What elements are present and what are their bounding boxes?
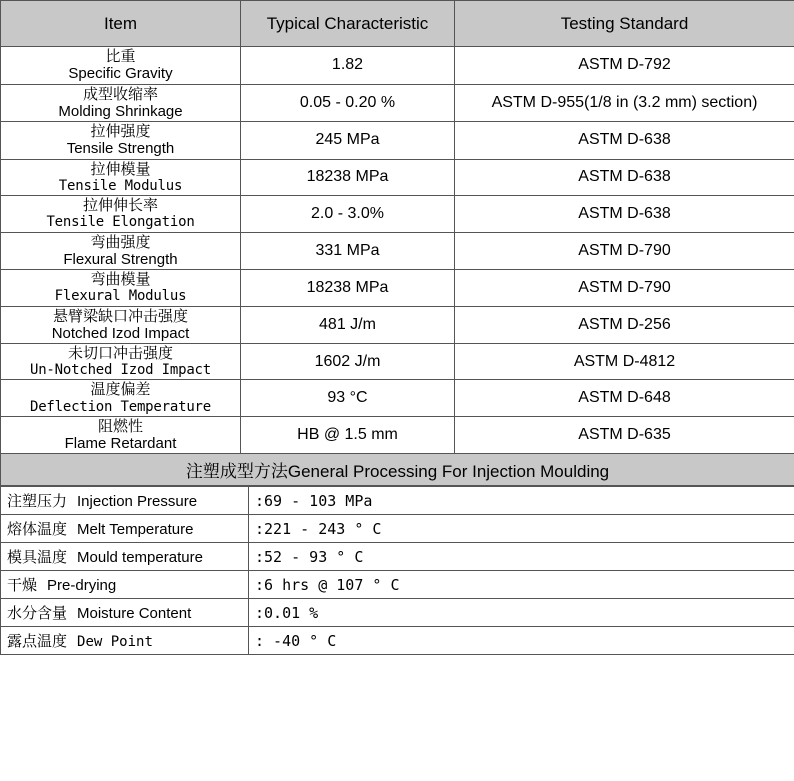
characteristic-value: 18238 MPa [241, 270, 455, 306]
characteristic-value: 2.0 - 3.0% [241, 196, 455, 232]
testing-standard-value: ASTM D-792 [455, 47, 794, 85]
processing-label-en: Mould temperature [77, 549, 203, 567]
processing-label [1, 599, 249, 627]
item-cell [1, 232, 241, 270]
item-label-cn: 温度偏差 [90, 380, 151, 399]
item-label-en: Flexural Strength [63, 250, 178, 268]
testing-standard-value: ASTM D-256 [455, 306, 794, 344]
section-title-cn: 注塑成型方法 [185, 462, 288, 483]
item-label-en: Deflection Temperature [29, 398, 212, 415]
item-cell [1, 270, 241, 306]
table-row [1, 270, 794, 306]
item-label-en: Molding Shrinkage [58, 102, 183, 120]
testing-standard-value: ASTM D-638 [455, 196, 794, 232]
item-cell [1, 416, 241, 454]
testing-standard-value: ASTM D-648 [455, 380, 794, 416]
processing-row [1, 571, 794, 599]
item-label-cn: 拉伸模量 [90, 159, 151, 178]
processing-row [1, 599, 794, 627]
item-label-cn: 阻燃性 [97, 416, 143, 435]
item-label-en: Specific Gravity [68, 65, 173, 83]
item-cell [1, 196, 241, 232]
processing-label [1, 627, 249, 655]
processing-label-cn: 模具温度 [7, 548, 68, 567]
testing-standard-value: ASTM D-4812 [455, 344, 794, 380]
processing-label-en: Pre-drying [47, 577, 117, 595]
processing-row [1, 487, 794, 515]
section-title-row [1, 454, 794, 486]
testing-standard-value: ASTM D-635 [455, 416, 794, 454]
item-label-en: Flame Retardant [64, 435, 177, 453]
processing-label-cn: 水分含量 [7, 604, 68, 623]
item-label-cn: 悬臂梁缺口冲击强度 [52, 306, 188, 325]
section-title [1, 454, 794, 486]
processing-label-en: Melt Temperature [77, 521, 194, 539]
processing-row [1, 543, 794, 571]
item-label-en: Flexural Modulus [54, 288, 187, 305]
processing-value: :0.01 % [249, 599, 794, 627]
item-label-cn: 弯曲模量 [90, 270, 151, 289]
processing-label [1, 571, 249, 599]
characteristic-value: 245 MPa [241, 122, 455, 160]
processing-value: :6 hrs @ 107 ° C [249, 571, 794, 599]
characteristic-value: HB @ 1.5 mm [241, 416, 455, 454]
item-label-cn: 拉伸强度 [90, 122, 151, 141]
item-cell [1, 159, 241, 195]
testing-standard-value: ASTM D-790 [455, 232, 794, 270]
table-row [1, 84, 794, 122]
testing-standard-value: ASTM D-638 [455, 159, 794, 195]
testing-standard-value: ASTM D-790 [455, 270, 794, 306]
item-label-en: Tensile Modulus [58, 178, 183, 195]
processing-row [1, 627, 794, 655]
characteristic-value: 93 °C [241, 380, 455, 416]
processing-label-cn: 熔体温度 [7, 520, 68, 539]
processing-value: :69 - 103 MPa [249, 487, 794, 515]
item-cell [1, 84, 241, 122]
characteristic-value: 0.05 - 0.20 % [241, 84, 455, 122]
table-row [1, 306, 794, 344]
processing-value: : -40 ° C [249, 627, 794, 655]
item-label-en: Tensile Elongation [46, 214, 195, 231]
item-label-cn: 未切口冲击强度 [67, 344, 173, 363]
section-title-en: General Processing For Injection Moulding [287, 462, 610, 482]
table-row [1, 380, 794, 416]
item-label-cn: 拉伸伸长率 [82, 196, 158, 215]
characteristic-value: 18238 MPa [241, 159, 455, 195]
processing-table [0, 486, 794, 655]
characteristic-value: 481 J/m [241, 306, 455, 344]
processing-label-cn: 露点温度 [7, 632, 68, 651]
table-row [1, 196, 794, 232]
table-row [1, 232, 794, 270]
table-row [1, 122, 794, 160]
item-cell [1, 47, 241, 85]
item-cell [1, 122, 241, 160]
column-header-standard: Testing Standard [455, 1, 794, 47]
processing-row [1, 515, 794, 543]
column-header-characteristic: Typical Characteristic [241, 1, 455, 47]
processing-label-en: Dew Point [77, 634, 153, 651]
item-cell [1, 306, 241, 344]
processing-value: :52 - 93 ° C [249, 543, 794, 571]
item-label-en: Tensile Strength [66, 140, 175, 158]
item-label-en: Un-Notched Izod Impact [29, 362, 212, 379]
processing-label [1, 487, 249, 515]
item-label-en: Notched Izod Impact [51, 324, 190, 342]
characteristic-value: 1602 J/m [241, 344, 455, 380]
table-row [1, 344, 794, 380]
table-header-row [1, 1, 794, 47]
item-label-cn: 弯曲强度 [90, 232, 151, 251]
characteristic-value: 331 MPa [241, 232, 455, 270]
table-row [1, 159, 794, 195]
characteristic-value: 1.82 [241, 47, 455, 85]
processing-value: :221 - 243 ° C [249, 515, 794, 543]
table-row [1, 416, 794, 454]
testing-standard-value: ASTM D-638 [455, 122, 794, 160]
processing-label-cn: 注塑压力 [7, 492, 68, 511]
processing-label-cn: 干燥 [7, 576, 38, 595]
processing-label-en: Moisture Content [77, 605, 192, 623]
testing-standard-value: ASTM D-955(1/8 in (3.2 mm) section) [455, 84, 794, 122]
column-header-item: Item [1, 1, 241, 47]
processing-label-en: Injection Pressure [77, 493, 198, 511]
table-row [1, 47, 794, 85]
processing-label [1, 515, 249, 543]
item-cell [1, 344, 241, 380]
item-label-cn: 成型收缩率 [82, 84, 158, 103]
processing-label [1, 543, 249, 571]
item-label-cn: 比重 [105, 47, 136, 65]
item-cell [1, 380, 241, 416]
